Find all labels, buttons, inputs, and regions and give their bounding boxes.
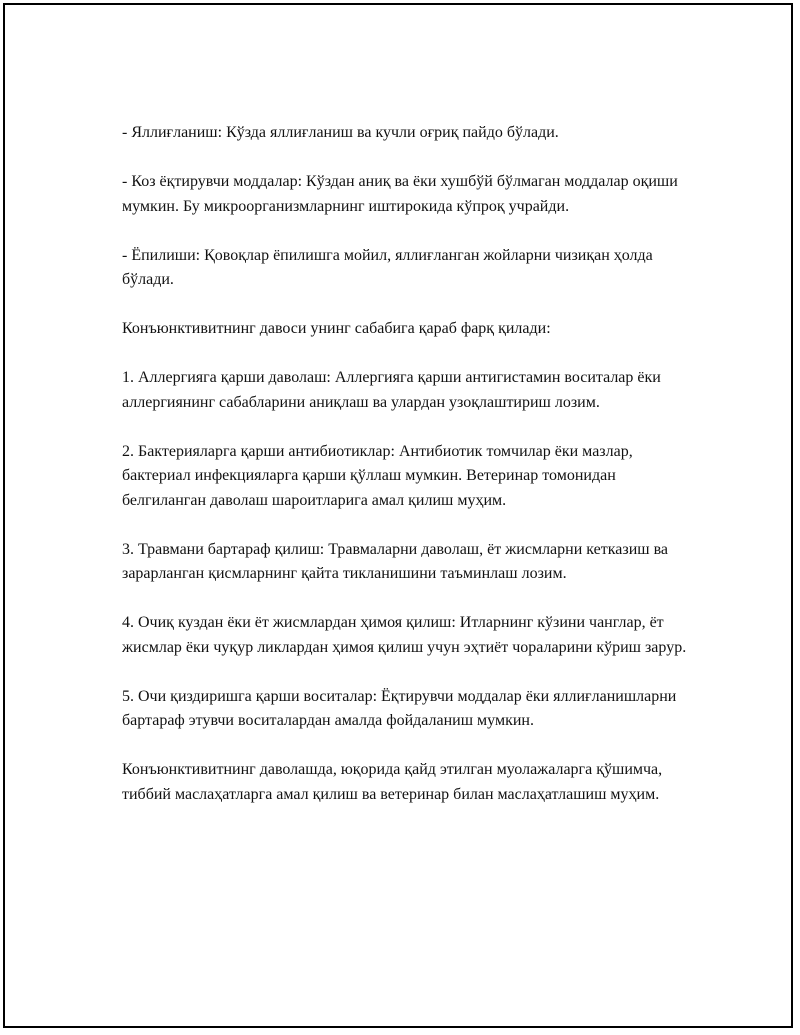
paragraph-treatment-protection: 4. Очиқ куздан ёки ёт жисмлардан ҳимоя қилиш: Итларнинг кўзини чанглар, ёт жисмлар ёки чуқур ликлардан ҳимоя қилиш учун эҳтиёт чораларини кўриш зарур. <box>122 614 687 656</box>
paragraph-treatment-allergy: 1. Аллергияга қарши даволаш: Аллергияга қарши антигистамин воситалар ёки аллергиянинг сабабларини аниқлаш ва улардан узоқлаштириш лозим. <box>122 369 661 411</box>
paragraph-symptom-discharge: - Коз ёқтирувчи моддалар: Кўздан аниқ ва ёки хушбўй бўлмаган моддалар оқиши мумкин. Бу микроорганизмларнинг иштирокида кўпроқ учрайди. <box>122 173 678 215</box>
document-body <box>122 121 702 807</box>
paragraph-treatment-antibiotics: 2. Бактерияларга қарши антибиотиклар: Антибиотик томчилар ёки мазлар, бактериал инфекцияларга қарши қўллаш мумкин. Ветеринар томонидан белгиланган даволаш шароитларига амал қилиш муҳим. <box>122 442 633 509</box>
paragraph-treatment-trauma: 3. Травмани бартараф қилиш: Травмаларни даволаш, ёт жисмларни кетказиш ва зарарланган қисмларнинг қайта тикланишини таъминлаш лозим. <box>122 540 669 582</box>
paragraph-symptom-eyelid-closing: - Ёпилиши: Қовоқлар ёпилишга мойил, яллиғланган жойларни чизиқан ҳолда бўлади. <box>122 246 653 288</box>
paragraph-conclusion: Конъюнктивитнинг даволашда, юқорида қайд этилган муолажаларга қўшимча, тиббий маслаҳатларга амал қилиш ва ветеринар билан маслаҳатлашиш муҳим. <box>122 761 663 803</box>
document-page <box>3 3 793 1028</box>
paragraph-symptom-inflammation: - Яллиғланиш: Кўзда яллиғланиш ва кучли оғриқ пайдо бўлади. <box>122 124 559 141</box>
paragraph-treatment-intro: Конъюнктивитнинг давоси унинг сабабига қараб фарқ қилади: <box>122 320 551 337</box>
paragraph-treatment-anti-irritant: 5. Очи қиздиришга қарши воситалар: Ёқтирувчи моддалар ёки яллиғланишларни бартараф этувчи воситалардан амалда фойдаланиш мумкин. <box>122 687 677 729</box>
